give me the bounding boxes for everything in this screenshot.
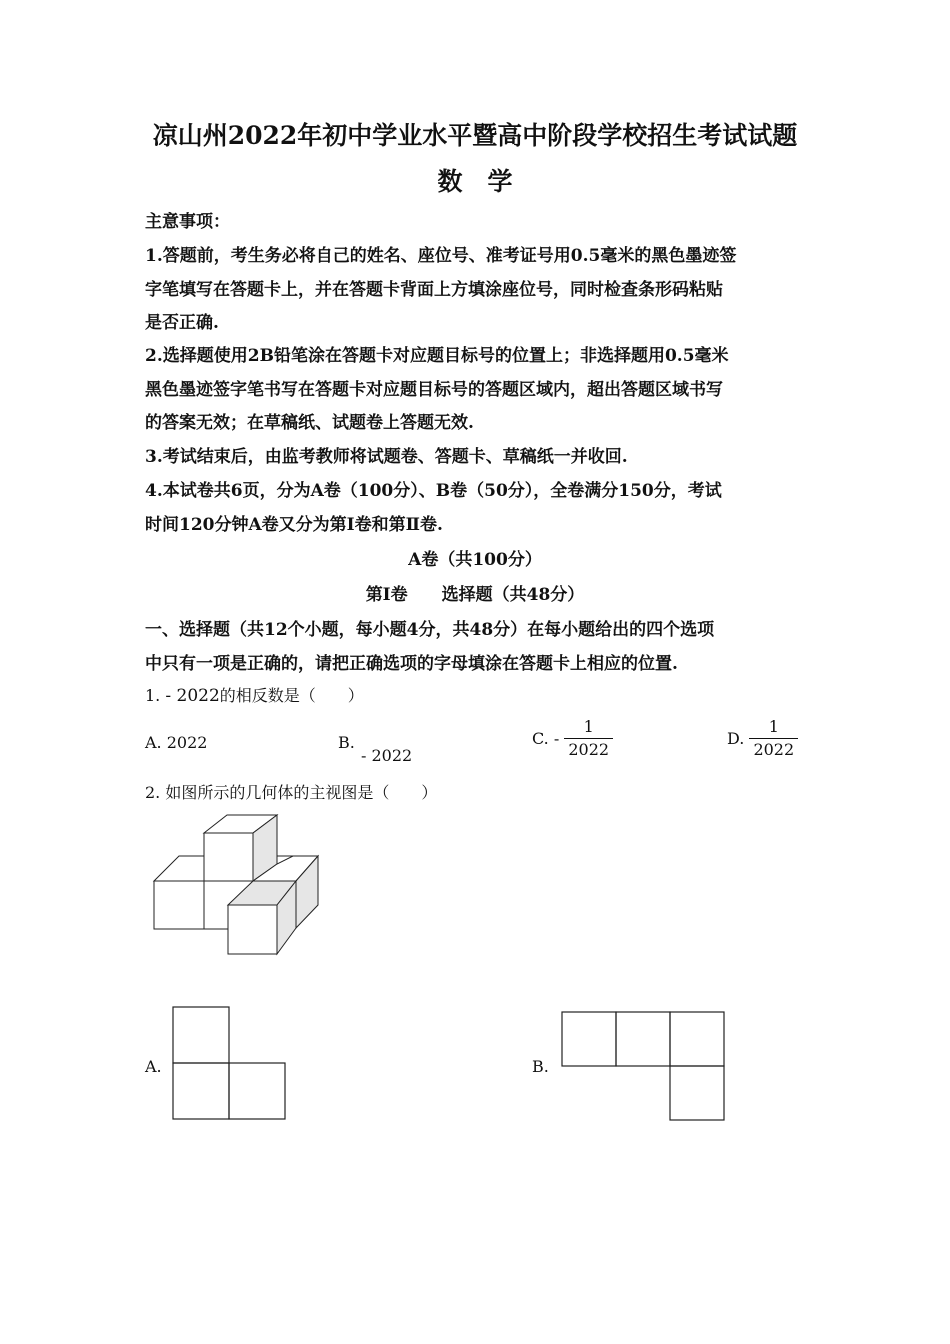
subject-title: 数 学 bbox=[437, 167, 513, 196]
option-c[interactable]: C. - $\frac{1}{2022}$ bbox=[532, 716, 613, 761]
notes-line: 时间120分钟A卷又分为第Ⅰ卷和第Ⅱ卷. bbox=[145, 515, 443, 535]
question-1 bbox=[145, 683, 364, 706]
exam-title: 凉山州2022年初中学业水平暨高中阶段学校招生考试试题 bbox=[152, 121, 798, 150]
option-b-value: - 2022 bbox=[361, 746, 413, 765]
notes-line: 3.考试结束后，由监考教师将试题卷、答题卡、草稿纸一并收回. bbox=[145, 447, 628, 467]
q2-option-a[interactable]: A. bbox=[145, 1057, 162, 1076]
question-2: 2. 如图所示的几何体的主视图是（ ） bbox=[145, 783, 438, 802]
notes-line: 黑色墨迹签字笔书写在答题卡对应题目标号的答题区域内，超出答题区域书写 bbox=[145, 380, 723, 400]
question-text: 的相反数是（ ） bbox=[219, 686, 364, 705]
q2-option-b[interactable]: B. bbox=[532, 1057, 549, 1076]
geometry-solid-figure bbox=[150, 812, 322, 958]
option-a[interactable]: A. 2022 bbox=[145, 733, 208, 752]
notes-line: 是否正确. bbox=[145, 313, 219, 333]
notes-line: 的答案无效；在草稿纸、试题卷上答题无效. bbox=[145, 413, 474, 433]
notes-line: 4.本试卷共6页，分为A卷（100分）、B卷（50分），全卷满分150分，考试 bbox=[145, 481, 722, 501]
part-one-heading: 第Ⅰ卷 选择题（共48分） bbox=[365, 585, 585, 605]
notes-line: 1.答题前，考生务必将自己的姓名、座位号、准考证号用0.5毫米的黑色墨迹签 bbox=[145, 246, 737, 266]
option-a-figure bbox=[171, 1005, 289, 1123]
section-one-instruction: 中只有一项是正确的，请把正确选项的字母填涂在答题卡上相应的位置. bbox=[145, 654, 678, 674]
notes-line: 2.选择题使用2B铅笔涂在答题卡对应题目标号的位置上；非选择题用0.5毫米 bbox=[145, 346, 729, 366]
section-a-heading: A卷（共100分） bbox=[408, 550, 542, 570]
fraction: $\frac{1}{2022}$ bbox=[749, 716, 798, 761]
option-b[interactable]: B. bbox=[338, 733, 355, 752]
fraction: $\frac{1}{2022}$ bbox=[564, 716, 613, 761]
question-expression: - 2022 bbox=[165, 686, 220, 706]
option-d[interactable]: D. $\frac{1}{2022}$ bbox=[727, 716, 798, 761]
notes-line: 字笔填写在答题卡上，并在答题卡背面上方填涂座位号，同时检查条形码粘贴 bbox=[145, 280, 723, 300]
section-one-instruction: 一、选择题（共12个小题，每小题4分，共48分）在每小题给出的四个选项 bbox=[145, 620, 715, 640]
notes-heading: 主意事项： bbox=[145, 212, 230, 232]
question-number: 1. bbox=[145, 686, 161, 705]
option-b-figure bbox=[560, 1010, 730, 1124]
